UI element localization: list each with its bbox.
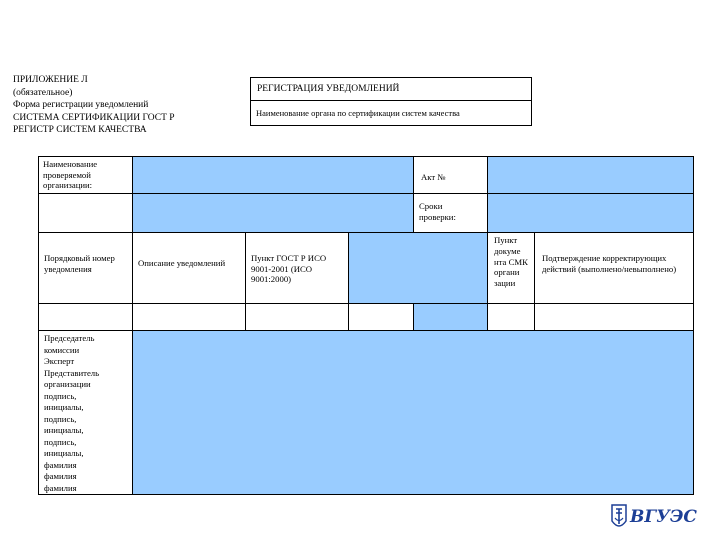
signatures-label: Председатель комиссии Эксперт Представитель организации подпись, инициалы, подпись, инициалы, подпись, инициалы, фамилия фамилия фамилия <box>44 333 100 493</box>
row-doc-cell[interactable] <box>487 303 535 331</box>
col-confirm-label: Подтверждение корректирующих действий (выполнено/невыполнено) <box>542 253 677 274</box>
dates-field[interactable] <box>487 193 694 233</box>
registration-box <box>250 77 532 126</box>
col-gost-header <box>245 232 349 304</box>
registration-title: РЕГИСТРАЦИЯ УВЕДОМЛЕНИЙ <box>251 78 531 101</box>
col-description-header <box>132 232 246 304</box>
dates-label-cell <box>413 193 488 233</box>
row-gost-cell[interactable] <box>245 303 349 331</box>
header-line-system: СИСТЕМА СЕРТИФИКАЦИИ ГОСТ Р <box>13 112 175 123</box>
header-line-register: РЕГИСТР СИСТЕМ КАЧЕСТВА <box>13 125 147 136</box>
row-confirm-cell[interactable] <box>534 303 694 331</box>
org-name-field[interactable] <box>132 156 414 194</box>
row-number-cell[interactable] <box>38 303 133 331</box>
row-extra-cell[interactable] <box>348 303 414 331</box>
org-name-label: Наименование проверяемой организации: <box>38 156 133 194</box>
dates-label: Сроки проверки: <box>419 201 456 222</box>
col-confirm-header <box>534 232 694 304</box>
col-number-header <box>38 232 133 304</box>
row-description-cell[interactable] <box>132 303 246 331</box>
header-line-mandatory: (обязательное) <box>13 87 73 98</box>
act-label: Акт № <box>421 172 446 182</box>
col-description-label: Описание уведомлений <box>138 258 226 268</box>
col-number-label: Порядковый номер уведомления <box>44 253 115 274</box>
signatures-cell <box>38 330 133 495</box>
col-gost-label: Пункт ГОСТ Р ИСО 9001-2001 (ИСО 9001:2000) <box>251 253 327 284</box>
act-number-field[interactable] <box>487 156 694 194</box>
header-line-appendix: ПРИЛОЖЕНИЕ Л <box>13 75 88 85</box>
signatures-field[interactable] <box>132 330 694 495</box>
logo-text: ВГУЭС <box>630 507 697 527</box>
col-doc-label: Пункт докуме нта СМК органи зации <box>494 235 528 289</box>
col-blank-header <box>348 232 488 304</box>
form-header <box>13 74 238 137</box>
col-doc-header <box>487 232 535 304</box>
dates-blank-field[interactable] <box>132 193 414 233</box>
row-blank-cell <box>413 303 488 331</box>
vgues-logo <box>608 502 697 534</box>
act-label-cell <box>413 156 488 194</box>
header-line-form-name: Форма регистрации уведомлений <box>13 100 149 111</box>
certification-body-name: Наименование органа по сертификации систем качества <box>256 108 460 118</box>
dates-empty-cell <box>38 193 133 233</box>
